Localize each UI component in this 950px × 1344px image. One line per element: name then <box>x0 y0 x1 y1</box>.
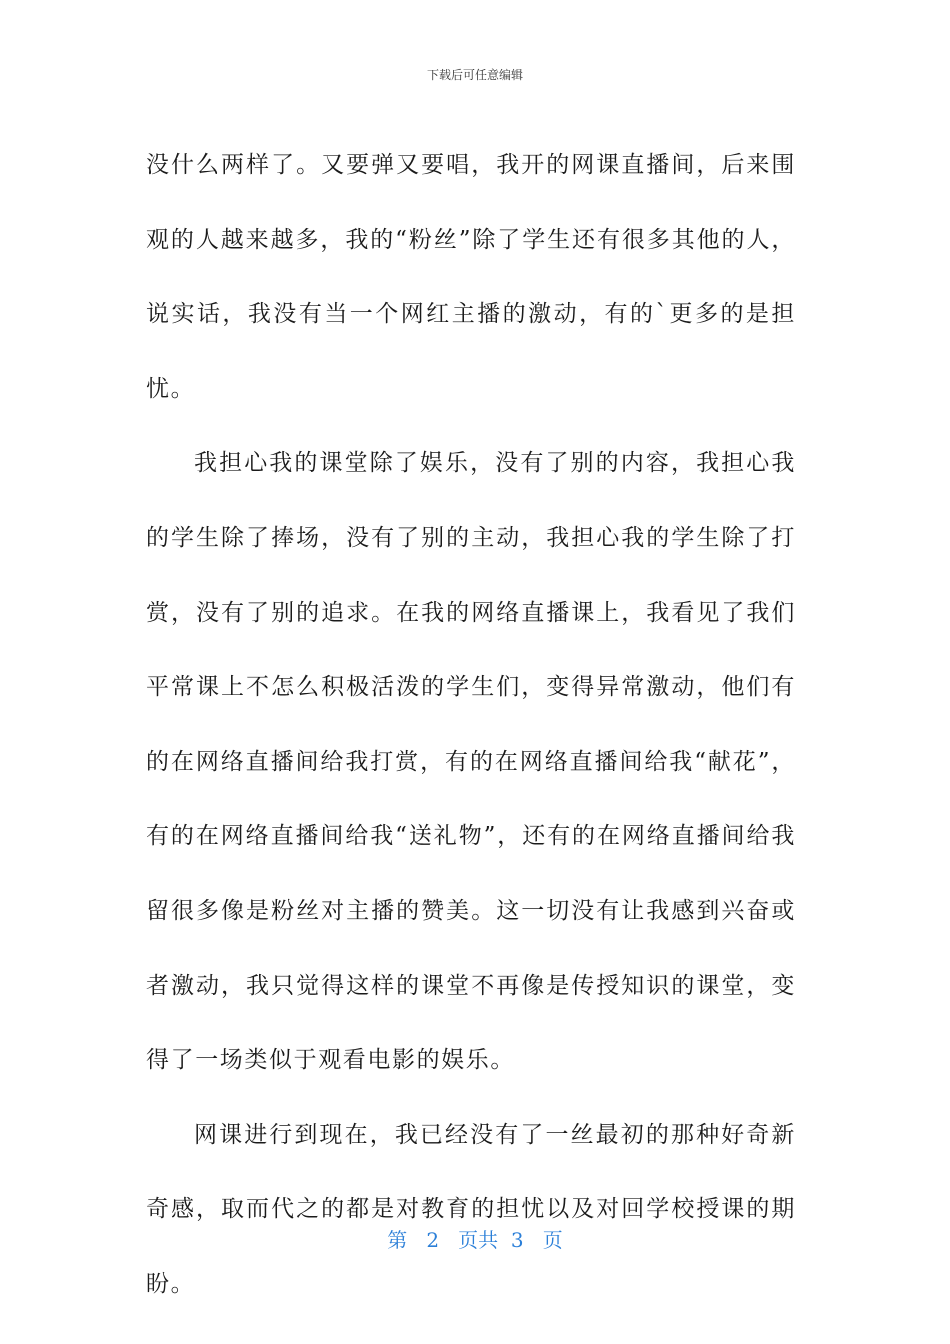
current-page-number: 2 <box>426 1228 440 1252</box>
total-pages-number: 3 <box>510 1228 524 1252</box>
header-note: 下载后可任意编辑 <box>426 68 523 82</box>
document-body <box>146 128 796 1322</box>
page-label-suffix: 页 <box>542 1228 563 1252</box>
page-label-prefix: 第 <box>387 1228 408 1252</box>
paragraph-2: 我担心我的课堂除了娱乐，没有了别的内容，我担心我的学生除了捧场，没有了别的主动，我担心我的学生除了打赏，没有了别的追求。在我的网络直播课上，我看见了我们平常课上不怎么积极活泼的学生们，变得异常激动，他们有的在网络直播间给我打赏，有的在网络直播间给我“献花”，有的在网络直播间给我“送礼物”，还有的在网络直播间给我留很多像是粉丝对主播的赞美。这一切没有让我感到兴奋或者激动，我只觉得这样的课堂不再像是传授知识的课堂，变得了一场类似于观看电影的娱乐。 <box>146 450 796 1074</box>
page-label-mid: 页共 <box>458 1228 499 1252</box>
page-number-footer <box>0 1224 950 1253</box>
paragraph-3: 网课进行到现在，我已经没有了一丝最初的那种好奇新奇感，取而代之的都是对教育的担忧以及对回学校授课的期盼。 <box>146 1121 796 1297</box>
paragraph-1: 没什么两样了。又要弹又要唱，我开的网课直播间，后来围观的人越来越多，我的“粉丝”除了学生还有很多其他的人，说实话，我没有当一个网红主播的激动，有的`更多的是担忧。 <box>146 152 796 402</box>
